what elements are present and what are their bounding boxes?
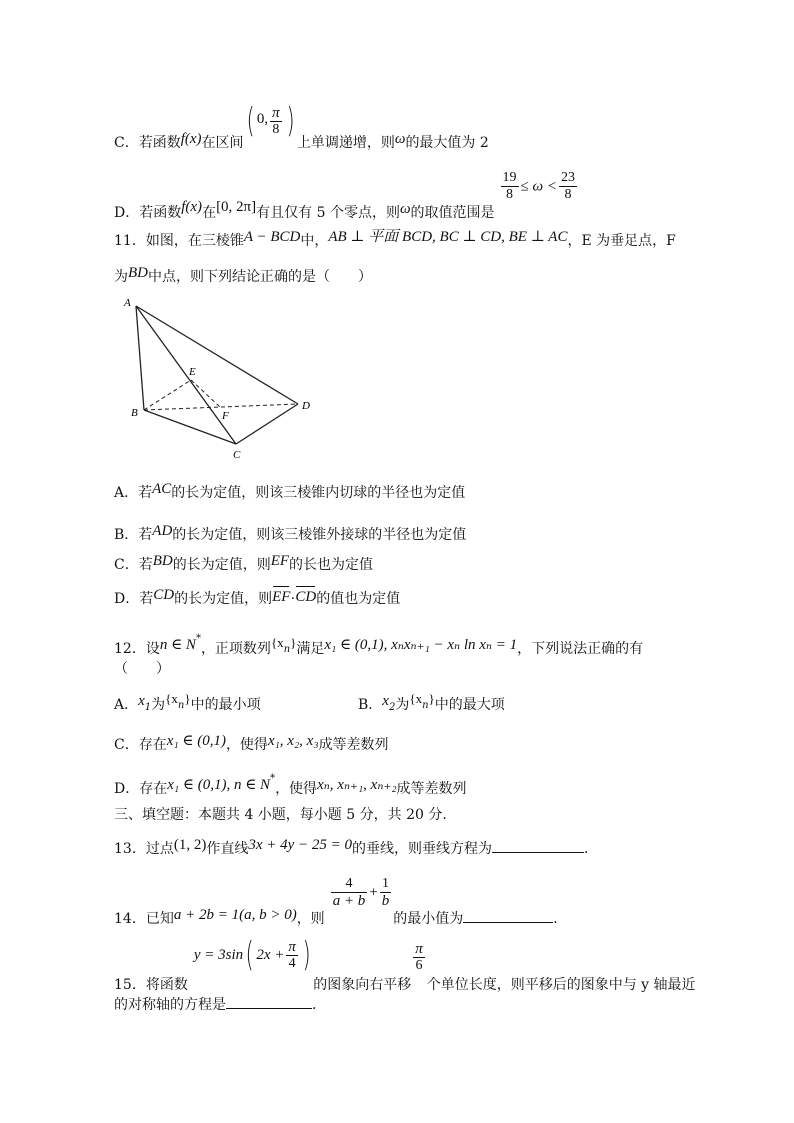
- q10c-frac-num: π: [272, 104, 280, 121]
- tetrahedron-figure: [118, 292, 318, 464]
- q11-option-a: [114, 481, 466, 502]
- q12-option-a: [114, 691, 261, 719]
- q10c-right-paren: ): [286, 101, 295, 141]
- q13: [114, 837, 599, 858]
- q11-stem-2: 中，: [300, 233, 329, 249]
- q11-stem-5: 中点，则下列结论正确的是（ ）: [148, 269, 372, 285]
- q15-stem-1: 15．将函数: [114, 977, 188, 993]
- q14-frac2-num: 1: [382, 876, 390, 891]
- q14-frac2-den: b: [381, 893, 390, 909]
- q15-answer-blank[interactable]: [226, 996, 312, 1009]
- q11a-var: AC: [152, 481, 172, 497]
- edge-ac: [136, 306, 236, 444]
- q11a-pre: A．若: [114, 485, 153, 501]
- q12-star: *: [195, 633, 201, 644]
- q11c-post: 的长也为定值: [289, 557, 374, 573]
- q14-frac1-num: 4: [345, 876, 353, 891]
- q14-stem-1: 14．已知: [114, 910, 174, 927]
- q12-seq-sub: n: [283, 644, 291, 655]
- q14-condition: a + 2b = 1(a, b > 0): [173, 906, 297, 923]
- q11c-var2: EF: [270, 553, 290, 569]
- q15-end: ．: [312, 997, 326, 1013]
- section-3-heading: [114, 806, 456, 824]
- q14-answer-blank[interactable]: [463, 910, 553, 923]
- q12a-pre: A．: [114, 697, 139, 713]
- q10c-omega: ω: [394, 131, 406, 147]
- q12-option-b: [358, 691, 505, 719]
- q10c-fraction: [270, 105, 282, 138]
- q12-nset: n ∈ N: [159, 637, 196, 653]
- q11-stem-1: 11．如图，在三棱锥: [114, 233, 244, 249]
- q11-bd: BD: [128, 265, 148, 281]
- q13-end: ．: [584, 841, 599, 857]
- q11a-post: 的长为定值，则该三棱锥内切球的半径也为定值: [171, 485, 466, 501]
- q11b-post: 的长为定值，则该三棱锥外接球的半径也为定值: [172, 527, 467, 543]
- q12-line-1: [114, 633, 644, 663]
- label-a: A: [124, 297, 131, 309]
- q15-stem-2: 的图象向右平移: [313, 977, 412, 993]
- q10d-text1: 在: [202, 204, 217, 221]
- q11b-var: AD: [152, 523, 173, 539]
- edge-ab: [136, 306, 144, 410]
- q11-option-c: [114, 553, 374, 574]
- q11d-vector-cd: CD: [295, 589, 317, 605]
- q11c-mid: 的长为定值，则: [172, 557, 271, 573]
- q11-line-2: [114, 265, 372, 286]
- q11c-pre: C．若: [114, 557, 153, 573]
- q12-option-d: [114, 773, 467, 798]
- q12a-seq-close: }: [184, 691, 191, 706]
- q11-stem-3: ，E 为垂足点，F: [567, 233, 676, 249]
- q12a-seq-sub: n: [177, 700, 185, 711]
- edge-cd: [236, 404, 298, 444]
- label-e: E: [189, 366, 196, 378]
- q15-right-paren: ): [302, 935, 311, 975]
- q12b-seq-sub: n: [422, 700, 429, 711]
- q12d-cond: x₁ ∈ (0,1), n ∈ N: [167, 777, 271, 793]
- q13-stem-1: 13．过点: [114, 841, 174, 857]
- q15-line-1: [114, 935, 696, 993]
- q12-stem-4: ，下列说法正确的有: [517, 641, 644, 657]
- q13-point: (1, 2): [173, 837, 207, 853]
- q12b-pre: B．: [358, 697, 383, 713]
- q10d-frac-1: [501, 170, 519, 203]
- q12-stem-3: 满足: [296, 641, 325, 657]
- q14-end: ．: [553, 910, 568, 927]
- q12c-mid: ，使得: [225, 737, 268, 753]
- q15-left-paren: (: [245, 935, 254, 975]
- q15-frac-den: 4: [286, 955, 298, 972]
- q13-stem-3: 的垂线，则垂线方程为: [352, 841, 493, 857]
- q10d-fx: f(x): [181, 198, 203, 215]
- q10d-frac2-num: 23: [561, 170, 575, 185]
- q14: [114, 876, 568, 927]
- q12b-seq-open: {x: [409, 691, 423, 706]
- q11d-var: CD: [153, 587, 175, 603]
- q10c-text3: 的最大值为 2: [405, 135, 489, 151]
- q12-seq-open: {x: [270, 635, 284, 650]
- q15-stem-4: 的对称轴的方程是: [114, 997, 226, 1013]
- q11-tetra: A − BCD: [243, 229, 301, 245]
- q11-option-b: [114, 523, 467, 544]
- q13-answer-blank[interactable]: [492, 840, 584, 853]
- q11d-pre: D．若: [114, 591, 154, 607]
- q15-function: y = 3sin: [193, 947, 244, 963]
- q15-line-2: [114, 996, 326, 1014]
- q11c-var: BD: [152, 553, 173, 569]
- q12-option-c: [114, 733, 389, 754]
- q12a-post: 中的最小项: [190, 697, 261, 713]
- q12a-sub: 1: [144, 702, 152, 713]
- q11-line-1: [114, 229, 676, 250]
- q14-frac-1: [331, 876, 368, 909]
- q14-plus: +: [369, 884, 378, 901]
- q10-option-c: [114, 101, 489, 151]
- q12d-terms: xₙ, xₙ₊₁, xₙ₊₂: [317, 777, 397, 793]
- q11-stem-4: 为: [114, 269, 128, 285]
- q12b-post: 中的最大项: [434, 697, 505, 713]
- q15-frac-num: π: [288, 938, 296, 955]
- q11-option-d: [114, 587, 401, 608]
- q10c-frac-den: 8: [270, 121, 282, 138]
- q10d-text3: 的取值范围是: [410, 204, 495, 221]
- q12a-mid: 为: [151, 697, 166, 713]
- q11d-vector-ef: EF: [272, 589, 291, 605]
- q12a-x: x: [138, 693, 145, 709]
- q12c-terms: x₁, x₂, x₃: [267, 733, 319, 749]
- q15-shift-num: π: [415, 940, 423, 957]
- q12-condition: x₁ ∈ (0,1), xₙxₙ₊₁ − xₙ ln xₙ = 1: [324, 637, 518, 653]
- q12a-seq-open: {x: [165, 691, 178, 706]
- q12d-post: 成等差数列: [396, 781, 467, 797]
- q11d-post: 的值也为定值: [316, 591, 401, 607]
- edge-ad: [136, 306, 298, 404]
- q12c-post: 成等差数列: [318, 737, 389, 753]
- q10d-label: D．若函数: [114, 204, 182, 221]
- q15-frac-pi4: [286, 939, 298, 972]
- q11d-mid: 的长为定值，则: [174, 591, 273, 607]
- q12c-cond: x₁ ∈ (0,1): [166, 733, 226, 749]
- q15-frac-pi6: [413, 941, 425, 974]
- q14-stem-2: ，则: [296, 910, 325, 927]
- q14-frac-2: [380, 876, 392, 909]
- q10d-interval: [0, 2π]: [216, 198, 257, 215]
- q10d-omega: ω: [399, 200, 411, 217]
- q12c-pre: C．存在: [114, 737, 167, 753]
- edge-bd-dashed: [144, 404, 298, 410]
- q15-inner: 2x +: [256, 947, 285, 963]
- q12b-seq-close: }: [428, 691, 435, 706]
- q10d-frac1-num: 19: [502, 170, 517, 185]
- q14-frac1-den: a + b: [332, 893, 366, 909]
- q12-seq-close: }: [290, 635, 297, 650]
- label-b: B: [131, 407, 138, 419]
- q10d-frac-2: [559, 170, 577, 203]
- q10c-text2: 上单调递增，则: [296, 135, 395, 151]
- q12b-sub: 2: [388, 702, 396, 713]
- q11b-pre: B．若: [114, 527, 153, 543]
- q10-option-d: [114, 170, 579, 221]
- q12b-x: x: [382, 693, 389, 709]
- q12d-mid: ，使得: [275, 781, 318, 797]
- q13-stem-2: 作直线: [206, 841, 249, 857]
- segment-be-dashed: [144, 380, 191, 410]
- q10c-fx: f(x): [180, 131, 202, 147]
- q10d-frac2-den: 8: [559, 186, 577, 203]
- q10c-label: C．若函数: [114, 135, 181, 151]
- q12-line-2: [114, 660, 170, 678]
- q12-answer-paren: （ ）: [114, 661, 170, 677]
- q13-equation: 3x + 4y − 25 = 0: [248, 837, 353, 853]
- label-c: C: [233, 449, 241, 461]
- q10c-text1: 在区间: [201, 135, 244, 151]
- q11d-dot: ·: [290, 591, 296, 607]
- q10d-frac1-den: 8: [501, 186, 519, 203]
- q15-shift-den: 6: [413, 957, 425, 974]
- q10c-left-paren: (: [246, 101, 255, 141]
- q11-condition: AB ⊥ 平面 BCD, BC ⊥ CD, BE ⊥ AC: [328, 229, 568, 245]
- section-3-text: 三、填空题：本题共 4 小题，每小题 5 分，共 20 分．: [114, 807, 457, 823]
- q10d-text2: 有且仅有 5 个零点，则: [256, 204, 400, 221]
- q10c-interval-open: 0,: [256, 111, 269, 127]
- q12-stem-2: ，正项数列: [200, 641, 271, 657]
- q12-stem-1: 12．设: [114, 641, 160, 657]
- q14-stem-3: 的最小值为: [393, 910, 464, 927]
- q10d-relation: ≤ ω <: [520, 178, 557, 195]
- q12d-star: *: [270, 773, 276, 784]
- q12b-mid: 为: [395, 697, 410, 713]
- q12d-pre: D．存在: [114, 781, 168, 797]
- label-f: F: [222, 410, 229, 422]
- q15-stem-3: 个单位长度，则平移后的图象中与 y 轴最近: [426, 977, 696, 993]
- label-d: D: [302, 400, 310, 412]
